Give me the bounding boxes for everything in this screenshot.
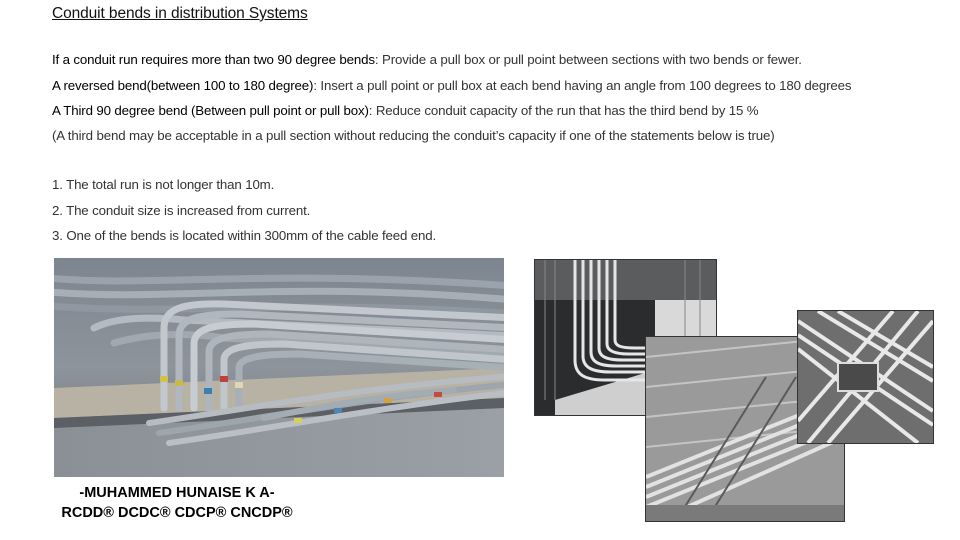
rule-text: : Reduce conduit capacity of the run that has the third bend by 15 % — [368, 103, 759, 118]
condition-item: 1. The total run is not longer than 10m. — [52, 177, 275, 192]
rule-label: A reversed bend(between 100 to 180 degree) — [52, 78, 314, 93]
conduit-junction-photo — [797, 310, 934, 444]
author-name: -MUHAMMED HUNAISE K A- — [79, 485, 275, 501]
rule-text: : Provide a pull box or pull point between sections with two bends or fewer. — [374, 52, 802, 67]
rule-text: : Insert a pull point or pull box at each bend having an angle from 100 degrees to 180 degrees — [313, 78, 852, 93]
conduit-ceiling-photo — [54, 258, 504, 477]
third-bend-note: (A third bend may be acceptable in a pull section without reducing the conduit’s capacity if one of the statements below is true) — [52, 128, 775, 143]
condition-item: 3. One of the bends is located within 300mm of the cable feed end. — [52, 228, 437, 243]
rule-third-bend — [52, 102, 758, 119]
rule-label: If a conduit run requires more than two 90 degree bends — [52, 52, 375, 67]
rule-more-than-two-bends — [52, 51, 802, 68]
condition-item: 2. The conduit size is increased from current. — [52, 203, 311, 218]
page-title: Conduit bends in distribution Systems — [52, 5, 308, 22]
rule-label: A Third 90 degree bend (Between pull point or pull box) — [52, 103, 369, 118]
author-credentials: RCDD® DCDC® CDCP® CNCDP® — [61, 505, 293, 521]
author-signature — [58, 483, 296, 523]
rule-reversed-bend — [52, 77, 851, 94]
